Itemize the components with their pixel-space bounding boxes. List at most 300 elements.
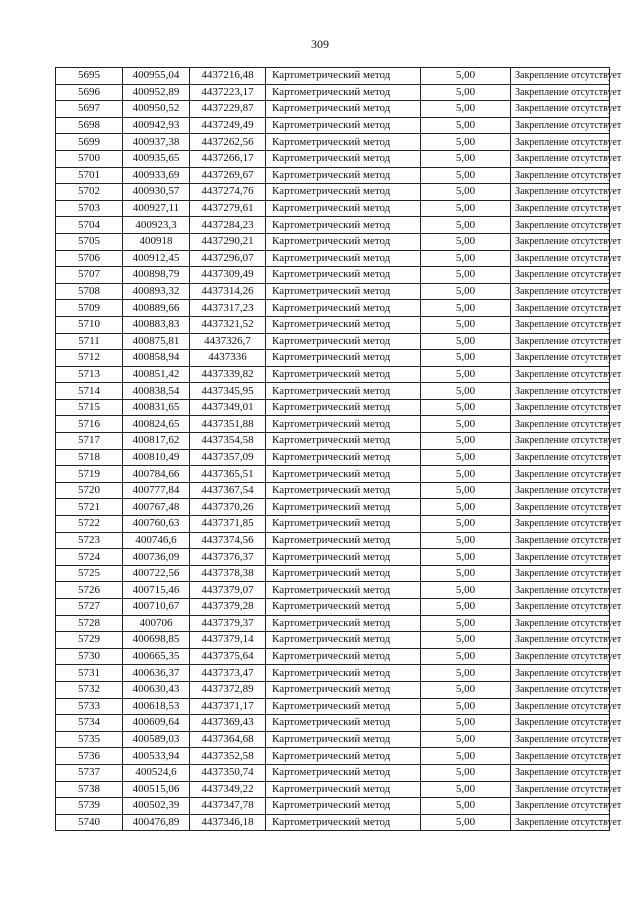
fixation-note-cell: Закрепление отсутствует [511,615,610,632]
y-coordinate-cell: 4437345,95 [190,383,266,400]
y-coordinate-cell: 4437249,49 [190,117,266,134]
method-cell: Картометрический метод [266,764,421,781]
method-cell: Картометрический метод [266,350,421,367]
accuracy-cell: 5,00 [421,366,511,383]
y-coordinate-cell: 4437223,17 [190,84,266,101]
accuracy-cell: 5,00 [421,715,511,732]
fixation-note-cell: Закрепление отсутствует [511,466,610,483]
accuracy-cell: 5,00 [421,200,511,217]
method-cell: Картометрический метод [266,599,421,616]
accuracy-cell: 5,00 [421,764,511,781]
x-coordinate-cell: 400838,54 [123,383,190,400]
y-coordinate-cell: 4437279,61 [190,200,266,217]
table-row [56,184,610,201]
y-coordinate-cell: 4437309,49 [190,267,266,284]
fixation-note-cell: Закрепление отсутствует [511,582,610,599]
table-row [56,599,610,616]
fixation-note-cell: Закрепление отсутствует [511,399,610,416]
point-number-cell: 5716 [56,416,123,433]
method-cell: Картометрический метод [266,416,421,433]
y-coordinate-cell: 4437296,07 [190,250,266,267]
x-coordinate-cell: 400706 [123,615,190,632]
accuracy-cell: 5,00 [421,599,511,616]
y-coordinate-cell: 4437346,18 [190,814,266,831]
y-coordinate-cell: 4437357,09 [190,449,266,466]
method-cell: Картометрический метод [266,217,421,234]
y-coordinate-cell: 4437216,48 [190,68,266,85]
point-number-cell: 5734 [56,715,123,732]
x-coordinate-cell: 400935,65 [123,150,190,167]
accuracy-cell: 5,00 [421,383,511,400]
table-row [56,101,610,118]
table-row [56,134,610,151]
y-coordinate-cell: 4437339,82 [190,366,266,383]
point-number-cell: 5740 [56,814,123,831]
fixation-note-cell: Закрепление отсутствует [511,283,610,300]
x-coordinate-cell: 400524,6 [123,764,190,781]
y-coordinate-cell: 4437372,89 [190,681,266,698]
x-coordinate-cell: 400784,66 [123,466,190,483]
point-number-cell: 5731 [56,665,123,682]
table-row [56,416,610,433]
table-row [56,681,610,698]
x-coordinate-cell: 400858,94 [123,350,190,367]
y-coordinate-cell: 4437269,67 [190,167,266,184]
table-row [56,532,610,549]
table-row [56,84,610,101]
x-coordinate-cell: 400502,39 [123,798,190,815]
accuracy-cell: 5,00 [421,300,511,317]
method-cell: Картометрический метод [266,433,421,450]
table-row [56,316,610,333]
method-cell: Картометрический метод [266,399,421,416]
fixation-note-cell: Закрепление отсутствует [511,383,610,400]
y-coordinate-cell: 4437365,51 [190,466,266,483]
point-number-cell: 5715 [56,399,123,416]
fixation-note-cell: Закрепление отсутствует [511,416,610,433]
method-cell: Картометрический метод [266,482,421,499]
x-coordinate-cell: 400715,46 [123,582,190,599]
fixation-note-cell: Закрепление отсутствует [511,532,610,549]
y-coordinate-cell: 4437274,76 [190,184,266,201]
fixation-note-cell: Закрепление отсутствует [511,665,610,682]
fixation-note-cell: Закрепление отсутствует [511,333,610,350]
accuracy-cell: 5,00 [421,532,511,549]
table-row [56,233,610,250]
y-coordinate-cell: 4437321,52 [190,316,266,333]
y-coordinate-cell: 4437314,26 [190,283,266,300]
point-number-cell: 5738 [56,781,123,798]
point-number-cell: 5708 [56,283,123,300]
accuracy-cell: 5,00 [421,250,511,267]
fixation-note-cell: Закрепление отсутствует [511,316,610,333]
point-number-cell: 5713 [56,366,123,383]
method-cell: Картометрический метод [266,781,421,798]
y-coordinate-cell: 4437317,23 [190,300,266,317]
y-coordinate-cell: 4437374,56 [190,532,266,549]
method-cell: Картометрический метод [266,117,421,134]
y-coordinate-cell: 4437379,28 [190,599,266,616]
y-coordinate-cell: 4437290,21 [190,233,266,250]
fixation-note-cell: Закрепление отсутствует [511,565,610,582]
point-number-cell: 5705 [56,233,123,250]
point-number-cell: 5697 [56,101,123,118]
fixation-note-cell: Закрепление отсутствует [511,764,610,781]
point-number-cell: 5732 [56,681,123,698]
point-number-cell: 5696 [56,84,123,101]
x-coordinate-cell: 400883,83 [123,316,190,333]
y-coordinate-cell: 4437349,01 [190,399,266,416]
method-cell: Картометрический метод [266,615,421,632]
method-cell: Картометрический метод [266,748,421,765]
accuracy-cell: 5,00 [421,615,511,632]
table-row [56,366,610,383]
x-coordinate-cell: 400722,56 [123,565,190,582]
method-cell: Картометрический метод [266,84,421,101]
table-row [56,283,610,300]
table-row [56,698,610,715]
y-coordinate-cell: 4437364,68 [190,731,266,748]
fixation-note-cell: Закрепление отсутствует [511,300,610,317]
x-coordinate-cell: 400810,49 [123,449,190,466]
point-number-cell: 5711 [56,333,123,350]
table-row [56,433,610,450]
table-row [56,267,610,284]
method-cell: Картометрический метод [266,681,421,698]
page-number: 309 [311,37,329,51]
accuracy-cell: 5,00 [421,101,511,118]
accuracy-cell: 5,00 [421,499,511,516]
y-coordinate-cell: 4437373,47 [190,665,266,682]
table-row [56,615,610,632]
method-cell: Картометрический метод [266,798,421,815]
fixation-note-cell: Закрепление отсутствует [511,632,610,649]
accuracy-cell: 5,00 [421,582,511,599]
table-row [56,499,610,516]
x-coordinate-cell: 400710,67 [123,599,190,616]
fixation-note-cell: Закрепление отсутствует [511,814,610,831]
point-number-cell: 5714 [56,383,123,400]
method-cell: Картометрический метод [266,532,421,549]
fixation-note-cell: Закрепление отсутствует [511,250,610,267]
method-cell: Картометрический метод [266,267,421,284]
accuracy-cell: 5,00 [421,233,511,250]
y-coordinate-cell: 4437367,54 [190,482,266,499]
method-cell: Картометрический метод [266,134,421,151]
method-cell: Картометрический метод [266,698,421,715]
x-coordinate-cell: 400918 [123,233,190,250]
fixation-note-cell: Закрепление отсутствует [511,499,610,516]
accuracy-cell: 5,00 [421,267,511,284]
method-cell: Картометрический метод [266,200,421,217]
method-cell: Картометрический метод [266,300,421,317]
x-coordinate-cell: 400636,37 [123,665,190,682]
x-coordinate-cell: 400955,04 [123,68,190,85]
fixation-note-cell: Закрепление отсутствует [511,748,610,765]
fixation-note-cell: Закрепление отсутствует [511,366,610,383]
y-coordinate-cell: 4437347,78 [190,798,266,815]
fixation-note-cell: Закрепление отсутствует [511,350,610,367]
y-coordinate-cell: 4437229,87 [190,101,266,118]
accuracy-cell: 5,00 [421,167,511,184]
table-row [56,333,610,350]
fixation-note-cell: Закрепление отсутствует [511,433,610,450]
table-row [56,764,610,781]
fixation-note-cell: Закрепление отсутствует [511,84,610,101]
x-coordinate-cell: 400630,43 [123,681,190,698]
x-coordinate-cell: 400824,65 [123,416,190,433]
y-coordinate-cell: 4437379,14 [190,632,266,649]
point-number-cell: 5722 [56,516,123,533]
table-row [56,350,610,367]
method-cell: Картометрический метод [266,68,421,85]
x-coordinate-cell: 400927,11 [123,200,190,217]
accuracy-cell: 5,00 [421,814,511,831]
fixation-note-cell: Закрепление отсутствует [511,715,610,732]
accuracy-cell: 5,00 [421,117,511,134]
method-cell: Картометрический метод [266,101,421,118]
point-number-cell: 5725 [56,565,123,582]
fixation-note-cell: Закрепление отсутствует [511,134,610,151]
fixation-note-cell: Закрепление отсутствует [511,233,610,250]
y-coordinate-cell: 4437379,07 [190,582,266,599]
y-coordinate-cell: 4437379,37 [190,615,266,632]
method-cell: Картометрический метод [266,549,421,566]
y-coordinate-cell: 4437336 [190,350,266,367]
x-coordinate-cell: 400933,69 [123,167,190,184]
table-body [56,68,622,831]
point-number-cell: 5724 [56,549,123,566]
accuracy-cell: 5,00 [421,416,511,433]
y-coordinate-cell: 4437378,38 [190,565,266,582]
x-coordinate-cell: 400746,6 [123,532,190,549]
fixation-note-cell: Закрепление отсутствует [511,150,610,167]
point-number-cell: 5699 [56,134,123,151]
fixation-note-cell: Закрепление отсутствует [511,599,610,616]
point-number-cell: 5703 [56,200,123,217]
method-cell: Картометрический метод [266,250,421,267]
accuracy-cell: 5,00 [421,698,511,715]
y-coordinate-cell: 4437349,22 [190,781,266,798]
table-row [56,731,610,748]
fixation-note-cell: Закрепление отсутствует [511,167,610,184]
method-cell: Картометрический метод [266,731,421,748]
table-row [56,68,610,85]
accuracy-cell: 5,00 [421,798,511,815]
x-coordinate-cell: 400930,57 [123,184,190,201]
x-coordinate-cell: 400937,38 [123,134,190,151]
point-number-cell: 5730 [56,648,123,665]
coordinates-table [55,67,622,831]
point-number-cell: 5701 [56,167,123,184]
point-number-cell: 5739 [56,798,123,815]
method-cell: Картометрический метод [266,466,421,483]
x-coordinate-cell: 400760,63 [123,516,190,533]
accuracy-cell: 5,00 [421,449,511,466]
x-coordinate-cell: 400618,53 [123,698,190,715]
y-coordinate-cell: 4437370,26 [190,499,266,516]
y-coordinate-cell: 4437262,56 [190,134,266,151]
fixation-note-cell: Закрепление отсутствует [511,648,610,665]
x-coordinate-cell: 400665,35 [123,648,190,665]
table-row [56,449,610,466]
accuracy-cell: 5,00 [421,516,511,533]
fixation-note-cell: Закрепление отсутствует [511,184,610,201]
accuracy-cell: 5,00 [421,748,511,765]
accuracy-cell: 5,00 [421,84,511,101]
y-coordinate-cell: 4437350,74 [190,764,266,781]
table-row [56,781,610,798]
fixation-note-cell: Закрепление отсутствует [511,449,610,466]
method-cell: Картометрический метод [266,632,421,649]
accuracy-cell: 5,00 [421,399,511,416]
y-coordinate-cell: 4437376,37 [190,549,266,566]
table-row [56,748,610,765]
method-cell: Картометрический метод [266,665,421,682]
accuracy-cell: 5,00 [421,681,511,698]
fixation-note-cell: Закрепление отсутствует [511,516,610,533]
x-coordinate-cell: 400923,3 [123,217,190,234]
point-number-cell: 5723 [56,532,123,549]
accuracy-cell: 5,00 [421,433,511,450]
point-number-cell: 5735 [56,731,123,748]
method-cell: Картометрический метод [266,715,421,732]
accuracy-cell: 5,00 [421,333,511,350]
point-number-cell: 5720 [56,482,123,499]
x-coordinate-cell: 400851,42 [123,366,190,383]
x-coordinate-cell: 400912,45 [123,250,190,267]
table-row [56,549,610,566]
table-row [56,399,610,416]
x-coordinate-cell: 400893,32 [123,283,190,300]
point-number-cell: 5736 [56,748,123,765]
y-coordinate-cell: 4437352,58 [190,748,266,765]
table-row [56,300,610,317]
accuracy-cell: 5,00 [421,316,511,333]
accuracy-cell: 5,00 [421,184,511,201]
method-cell: Картометрический метод [266,499,421,516]
x-coordinate-cell: 400589,03 [123,731,190,748]
accuracy-cell: 5,00 [421,565,511,582]
y-coordinate-cell: 4437354,58 [190,433,266,450]
table-row [56,665,610,682]
method-cell: Картометрический метод [266,316,421,333]
method-cell: Картометрический метод [266,582,421,599]
fixation-note-cell: Закрепление отсутствует [511,698,610,715]
point-number-cell: 5728 [56,615,123,632]
accuracy-cell: 5,00 [421,781,511,798]
point-number-cell: 5709 [56,300,123,317]
method-cell: Картометрический метод [266,383,421,400]
x-coordinate-cell: 400533,94 [123,748,190,765]
accuracy-cell: 5,00 [421,68,511,85]
fixation-note-cell: Закрепление отсутствует [511,267,610,284]
x-coordinate-cell: 400609,64 [123,715,190,732]
method-cell: Картометрический метод [266,167,421,184]
method-cell: Картометрический метод [266,333,421,350]
accuracy-cell: 5,00 [421,466,511,483]
fixation-note-cell: Закрепление отсутствует [511,117,610,134]
point-number-cell: 5727 [56,599,123,616]
point-number-cell: 5726 [56,582,123,599]
point-number-cell: 5702 [56,184,123,201]
method-cell: Картометрический метод [266,366,421,383]
method-cell: Картометрический метод [266,648,421,665]
accuracy-cell: 5,00 [421,665,511,682]
fixation-note-cell: Закрепление отсутствует [511,68,610,85]
x-coordinate-cell: 400950,52 [123,101,190,118]
x-coordinate-cell: 400736,09 [123,549,190,566]
fixation-note-cell: Закрепление отсутствует [511,681,610,698]
method-cell: Картометрический метод [266,516,421,533]
x-coordinate-cell: 400952,89 [123,84,190,101]
point-number-cell: 5712 [56,350,123,367]
method-cell: Картометрический метод [266,233,421,250]
x-coordinate-cell: 400898,79 [123,267,190,284]
accuracy-cell: 5,00 [421,648,511,665]
point-number-cell: 5700 [56,150,123,167]
accuracy-cell: 5,00 [421,731,511,748]
y-coordinate-cell: 4437351,88 [190,416,266,433]
point-number-cell: 5707 [56,267,123,284]
point-number-cell: 5719 [56,466,123,483]
fixation-note-cell: Закрепление отсутствует [511,798,610,815]
point-number-cell: 5718 [56,449,123,466]
point-number-cell: 5704 [56,217,123,234]
table-row [56,715,610,732]
fixation-note-cell: Закрепление отсутствует [511,731,610,748]
method-cell: Картометрический метод [266,283,421,300]
x-coordinate-cell: 400889,66 [123,300,190,317]
method-cell: Картометрический метод [266,814,421,831]
x-coordinate-cell: 400698,85 [123,632,190,649]
table-row [56,150,610,167]
table-row [56,482,610,499]
table-row [56,632,610,649]
table-row [56,217,610,234]
fixation-note-cell: Закрепление отсутствует [511,200,610,217]
table-row [56,798,610,815]
method-cell: Картометрический метод [266,184,421,201]
point-number-cell: 5721 [56,499,123,516]
x-coordinate-cell: 400476,89 [123,814,190,831]
y-coordinate-cell: 4437284,23 [190,217,266,234]
y-coordinate-cell: 4437369,43 [190,715,266,732]
table-row [56,250,610,267]
y-coordinate-cell: 4437371,17 [190,698,266,715]
point-number-cell: 5710 [56,316,123,333]
table-row [56,167,610,184]
point-number-cell: 5737 [56,764,123,781]
point-number-cell: 5729 [56,632,123,649]
x-coordinate-cell: 400767,48 [123,499,190,516]
point-number-cell: 5733 [56,698,123,715]
fixation-note-cell: Закрепление отсутствует [511,482,610,499]
accuracy-cell: 5,00 [421,632,511,649]
accuracy-cell: 5,00 [421,150,511,167]
table-row [56,383,610,400]
table-row [56,814,610,831]
x-coordinate-cell: 400515,06 [123,781,190,798]
accuracy-cell: 5,00 [421,283,511,300]
table-row [56,648,610,665]
point-number-cell: 5695 [56,68,123,85]
table-row [56,466,610,483]
x-coordinate-cell: 400875,81 [123,333,190,350]
method-cell: Картометрический метод [266,449,421,466]
table-row [56,516,610,533]
y-coordinate-cell: 4437375,64 [190,648,266,665]
